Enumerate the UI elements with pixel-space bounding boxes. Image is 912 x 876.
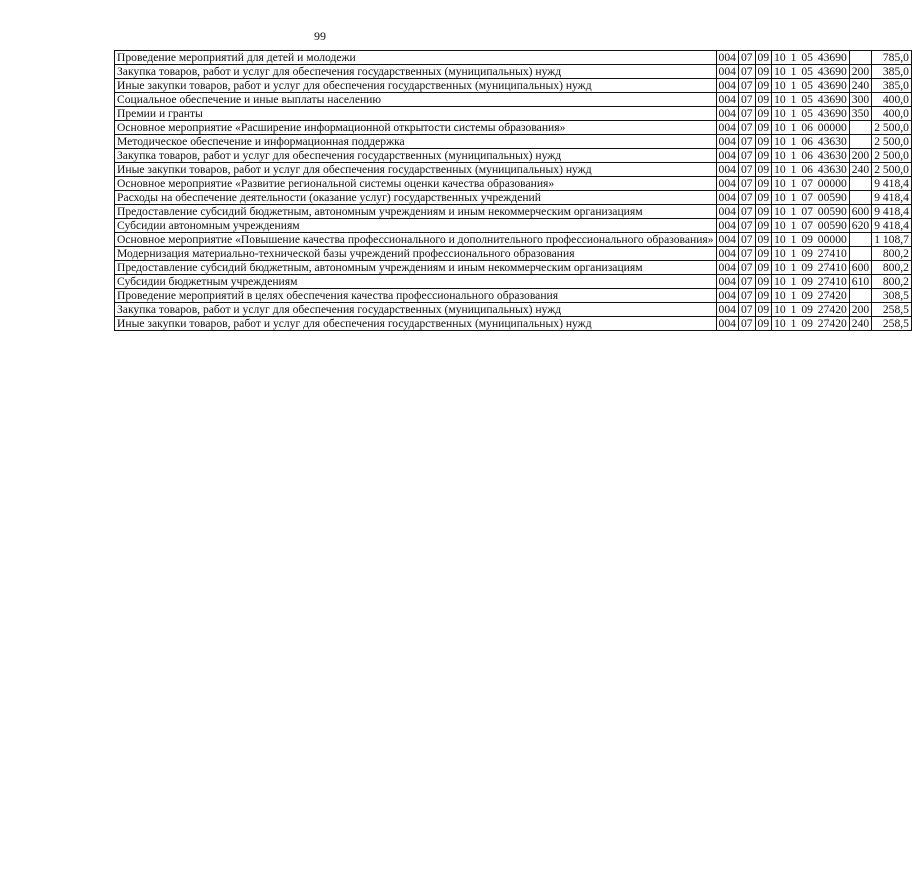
amount-cell: 800,2	[872, 275, 912, 289]
target-article-cell: 10 1 09 27420	[772, 317, 850, 331]
subsection-code-cell: 09	[755, 205, 772, 219]
table-row	[115, 65, 912, 79]
expense-type-cell	[849, 233, 871, 247]
amount-cell: 400,0	[872, 107, 912, 121]
subsection-code-cell: 09	[755, 303, 772, 317]
subsection-code-cell: 09	[755, 65, 772, 79]
target-article-cell: 10 1 05 43690	[772, 65, 850, 79]
subsection-code-cell: 09	[755, 79, 772, 93]
subsection-code-cell: 09	[755, 275, 772, 289]
admin-code-cell: 004	[716, 177, 738, 191]
subsection-code-cell: 09	[755, 233, 772, 247]
row-name-cell: Проведение мероприятий в целях обеспечения качества профессионального образования	[115, 289, 717, 303]
amount-cell: 1 108,7	[872, 233, 912, 247]
row-name-cell: Расходы на обеспечение деятельности (оказание услуг) государственных учреждений	[115, 191, 717, 205]
target-article-cell: 10 1 07 00590	[772, 191, 850, 205]
expense-type-cell: 350	[849, 107, 871, 121]
table-row	[115, 163, 912, 177]
target-article-cell: 10 1 05 43690	[772, 93, 850, 107]
subsection-code-cell: 09	[755, 261, 772, 275]
section-code-cell: 07	[738, 261, 755, 275]
admin-code-cell: 004	[716, 261, 738, 275]
section-code-cell: 07	[738, 107, 755, 121]
section-code-cell: 07	[738, 205, 755, 219]
subsection-code-cell: 09	[755, 121, 772, 135]
amount-cell: 258,5	[872, 303, 912, 317]
table-body	[115, 51, 912, 331]
section-code-cell: 07	[738, 275, 755, 289]
admin-code-cell: 004	[716, 205, 738, 219]
amount-cell: 785,0	[872, 51, 912, 65]
target-article-cell: 10 1 07 00590	[772, 219, 850, 233]
table-row	[115, 233, 912, 247]
expense-type-cell	[849, 191, 871, 205]
expense-type-cell	[849, 177, 871, 191]
subsection-code-cell: 09	[755, 247, 772, 261]
row-name-cell: Закупка товаров, работ и услуг для обеспечения государственных (муниципальных) нужд	[115, 65, 717, 79]
expense-type-cell: 600	[849, 205, 871, 219]
target-article-cell: 10 1 07 00590	[772, 205, 850, 219]
section-code-cell: 07	[738, 65, 755, 79]
expense-type-cell	[849, 289, 871, 303]
subsection-code-cell: 09	[755, 135, 772, 149]
subsection-code-cell: 09	[755, 149, 772, 163]
target-article-cell: 10 1 05 43690	[772, 107, 850, 121]
admin-code-cell: 004	[716, 121, 738, 135]
subsection-code-cell: 09	[755, 51, 772, 65]
expense-type-cell: 200	[849, 65, 871, 79]
section-code-cell: 07	[738, 303, 755, 317]
section-code-cell: 07	[738, 317, 755, 331]
row-name-cell: Основное мероприятие «Повышение качества профессионального и дополнительного профессионального образования»	[115, 233, 717, 247]
amount-cell: 2 500,0	[872, 149, 912, 163]
admin-code-cell: 004	[716, 247, 738, 261]
section-code-cell: 07	[738, 219, 755, 233]
table-row	[115, 191, 912, 205]
admin-code-cell: 004	[716, 233, 738, 247]
amount-cell: 9 418,4	[872, 177, 912, 191]
amount-cell: 2 500,0	[872, 121, 912, 135]
section-code-cell: 07	[738, 79, 755, 93]
admin-code-cell: 004	[716, 93, 738, 107]
row-name-cell: Иные закупки товаров, работ и услуг для обеспечения государственных (муниципальных) нужд	[115, 317, 717, 331]
table-row	[115, 247, 912, 261]
target-article-cell: 10 1 09 27420	[772, 303, 850, 317]
table-row	[115, 149, 912, 163]
subsection-code-cell: 09	[755, 289, 772, 303]
target-article-cell: 10 1 09 27410	[772, 247, 850, 261]
table-row	[115, 177, 912, 191]
table-row	[115, 317, 912, 331]
admin-code-cell: 004	[716, 149, 738, 163]
amount-cell: 800,2	[872, 247, 912, 261]
table-row	[115, 135, 912, 149]
target-article-cell: 10 1 07 00000	[772, 177, 850, 191]
subsection-code-cell: 09	[755, 163, 772, 177]
row-name-cell: Предоставление субсидий бюджетным, автономным учреждениям и иным некоммерческим организациям	[115, 205, 717, 219]
section-code-cell: 07	[738, 247, 755, 261]
expense-type-cell	[849, 51, 871, 65]
section-code-cell: 07	[738, 149, 755, 163]
amount-cell: 2 500,0	[872, 135, 912, 149]
row-name-cell: Модернизация материально-технической базы учреждений профессионального образования	[115, 247, 717, 261]
expense-type-cell: 200	[849, 303, 871, 317]
table-row	[115, 93, 912, 107]
expense-type-cell	[849, 135, 871, 149]
table-row	[115, 79, 912, 93]
target-article-cell: 10 1 06 00000	[772, 121, 850, 135]
expense-type-cell	[849, 121, 871, 135]
section-code-cell: 07	[738, 163, 755, 177]
admin-code-cell: 004	[716, 289, 738, 303]
amount-cell: 308,5	[872, 289, 912, 303]
admin-code-cell: 004	[716, 275, 738, 289]
table-row	[115, 289, 912, 303]
expense-type-cell: 600	[849, 261, 871, 275]
amount-cell: 2 500,0	[872, 163, 912, 177]
amount-cell: 385,0	[872, 65, 912, 79]
admin-code-cell: 004	[716, 303, 738, 317]
row-name-cell: Иные закупки товаров, работ и услуг для обеспечения государственных (муниципальных) нужд	[115, 163, 717, 177]
section-code-cell: 07	[738, 289, 755, 303]
target-article-cell: 10 1 09 27410	[772, 261, 850, 275]
section-code-cell: 07	[738, 121, 755, 135]
section-code-cell: 07	[738, 191, 755, 205]
row-name-cell: Проведение мероприятий для детей и молодежи	[115, 51, 717, 65]
table-row	[115, 219, 912, 233]
amount-cell: 9 418,4	[872, 191, 912, 205]
row-name-cell: Иные закупки товаров, работ и услуг для обеспечения государственных (муниципальных) нужд	[115, 79, 717, 93]
target-article-cell: 10 1 05 43690	[772, 79, 850, 93]
subsection-code-cell: 09	[755, 219, 772, 233]
amount-cell: 800,2	[872, 261, 912, 275]
amount-cell: 400,0	[872, 93, 912, 107]
subsection-code-cell: 09	[755, 317, 772, 331]
expense-type-cell: 240	[849, 317, 871, 331]
target-article-cell: 10 1 06 43630	[772, 163, 850, 177]
target-article-cell: 10 1 09 27420	[772, 289, 850, 303]
table-row	[115, 275, 912, 289]
expense-type-cell: 300	[849, 93, 871, 107]
expense-type-cell	[849, 247, 871, 261]
table-row	[115, 121, 912, 135]
amount-cell: 9 418,4	[872, 205, 912, 219]
page-number: 99	[314, 29, 326, 43]
subsection-code-cell: 09	[755, 107, 772, 121]
target-article-cell: 10 1 09 27410	[772, 275, 850, 289]
row-name-cell: Закупка товаров, работ и услуг для обеспечения государственных (муниципальных) нужд	[115, 303, 717, 317]
table-row	[115, 205, 912, 219]
expense-type-cell: 240	[849, 79, 871, 93]
amount-cell: 385,0	[872, 79, 912, 93]
table-row	[115, 51, 912, 65]
section-code-cell: 07	[738, 233, 755, 247]
section-code-cell: 07	[738, 135, 755, 149]
budget-table	[114, 50, 912, 331]
expense-type-cell: 610	[849, 275, 871, 289]
table-row	[115, 303, 912, 317]
target-article-cell: 10 1 09 00000	[772, 233, 850, 247]
row-name-cell: Методическое обеспечение и информационная поддержка	[115, 135, 717, 149]
admin-code-cell: 004	[716, 51, 738, 65]
admin-code-cell: 004	[716, 135, 738, 149]
row-name-cell: Субсидии бюджетным учреждениям	[115, 275, 717, 289]
admin-code-cell: 004	[716, 79, 738, 93]
subsection-code-cell: 09	[755, 177, 772, 191]
section-code-cell: 07	[738, 177, 755, 191]
row-name-cell: Субсидии автономным учреждениям	[115, 219, 717, 233]
table-row	[115, 261, 912, 275]
amount-cell: 258,5	[872, 317, 912, 331]
row-name-cell: Социальное обеспечение и иные выплаты населению	[115, 93, 717, 107]
target-article-cell: 10 1 06 43630	[772, 149, 850, 163]
target-article-cell: 10 1 06 43630	[772, 135, 850, 149]
expense-type-cell: 620	[849, 219, 871, 233]
section-code-cell: 07	[738, 93, 755, 107]
admin-code-cell: 004	[716, 163, 738, 177]
subsection-code-cell: 09	[755, 93, 772, 107]
admin-code-cell: 004	[716, 65, 738, 79]
row-name-cell: Основное мероприятие «Развитие региональной системы оценки качества образования»	[115, 177, 717, 191]
admin-code-cell: 004	[716, 107, 738, 121]
admin-code-cell: 004	[716, 191, 738, 205]
row-name-cell: Премии и гранты	[115, 107, 717, 121]
section-code-cell: 07	[738, 51, 755, 65]
admin-code-cell: 004	[716, 317, 738, 331]
amount-cell: 9 418,4	[872, 219, 912, 233]
target-article-cell: 10 1 05 43690	[772, 51, 850, 65]
expense-type-cell: 240	[849, 163, 871, 177]
row-name-cell: Предоставление субсидий бюджетным, автономным учреждениям и иным некоммерческим организациям	[115, 261, 717, 275]
expense-type-cell: 200	[849, 149, 871, 163]
subsection-code-cell: 09	[755, 191, 772, 205]
admin-code-cell: 004	[716, 219, 738, 233]
row-name-cell: Закупка товаров, работ и услуг для обеспечения государственных (муниципальных) нужд	[115, 149, 717, 163]
table-row	[115, 107, 912, 121]
row-name-cell: Основное мероприятие «Расширение информационной открытости системы образования»	[115, 121, 717, 135]
